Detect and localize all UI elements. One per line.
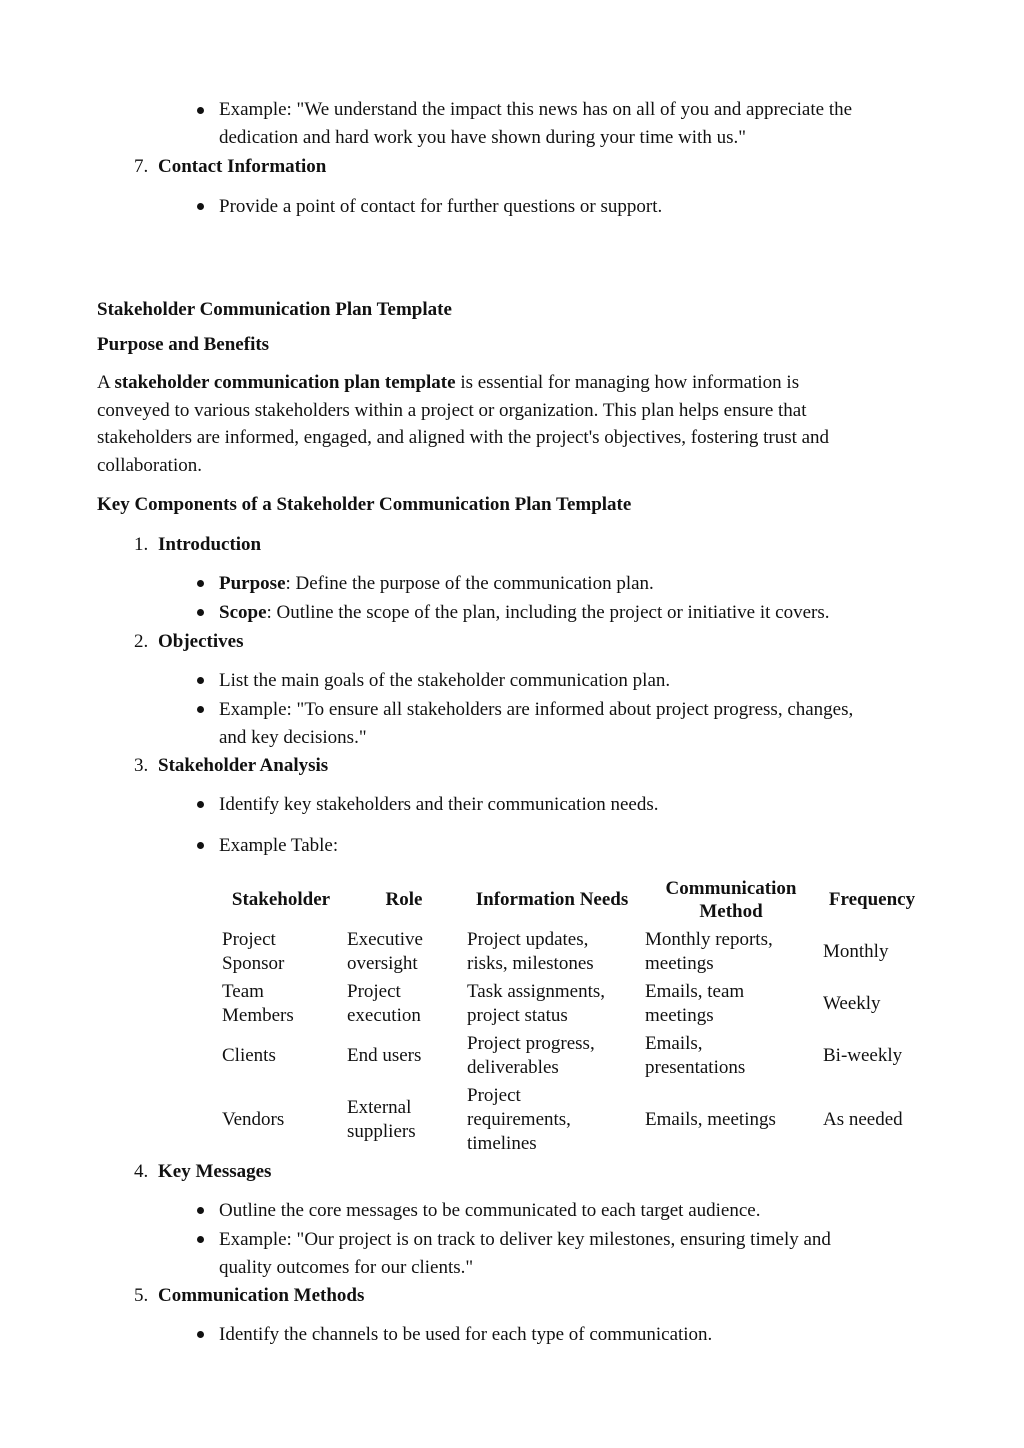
key-messages-bullet-1: Outline the core messages to be communicated to each target audience. <box>219 1200 761 1221</box>
intro-line-3: stakeholders are informed, engaged, and aligned with the project's objectives, fostering trust and <box>97 427 830 448</box>
purpose-benefits-heading: Purpose and Benefits <box>97 334 270 355</box>
intro-line-1: A stakeholder communication plan template is essential for managing how information is <box>97 372 800 393</box>
objectives-bullet-2-line-1: Example: "To ensure all stakeholders are informed about project progress, changes, <box>219 699 854 720</box>
table-cell-frequency: Bi-weekly <box>823 1045 903 1066</box>
list-number-7: 7. <box>134 156 149 177</box>
contact-information-heading: Contact Information <box>158 156 327 177</box>
list-number-3: 3. <box>134 755 149 776</box>
analysis-bullet-2: Example Table: <box>219 835 339 856</box>
analysis-bullet-1: Identify key stakeholders and their communication needs. <box>219 794 659 815</box>
intro-bold-term: stakeholder communication plan template <box>114 372 456 393</box>
table-cell-info: Project updates, risks, milestones <box>467 929 594 974</box>
table-cell-stakeholder: Vendors <box>222 1109 285 1130</box>
example-line-2: dedication and hard work you have shown during your time with us." <box>219 127 746 148</box>
objectives-bullet-1: List the main goals of the stakeholder communication plan. <box>219 670 671 691</box>
bullet-dot <box>197 842 204 849</box>
table-cell-role: External suppliers <box>347 1097 416 1142</box>
table-cell-role: Project execution <box>347 981 421 1026</box>
intro-line-2: conveyed to various stakeholders within a project or organization. This plan helps ensure that <box>97 400 807 421</box>
list-number-2: 2. <box>134 631 149 652</box>
table-header-information-needs: Information Needs <box>475 889 629 910</box>
objectives-heading: Objectives <box>158 631 244 652</box>
bullet-dot <box>197 609 204 616</box>
table-cell-frequency: Monthly <box>823 941 889 962</box>
stakeholder-analysis-heading: Stakeholder Analysis <box>158 755 329 776</box>
bullet-dot <box>197 706 204 713</box>
table-header-stakeholder: Stakeholder <box>231 889 331 910</box>
table-cell-method: Emails, presentations <box>645 1033 746 1078</box>
table-cell-method: Monthly reports, meetings <box>645 929 773 974</box>
table-cell-role: Executive oversight <box>347 929 423 974</box>
table-cell-frequency: Weekly <box>823 993 881 1014</box>
table-cell-frequency: As needed <box>823 1109 903 1130</box>
key-messages-bullet-2-line-1: Example: "Our project is on track to deliver key milestones, ensuring timely and <box>219 1229 831 1250</box>
bullet-dot <box>197 107 204 114</box>
table-cell-role: End users <box>347 1045 422 1066</box>
communication-methods-bullet-1: Identify the channels to be used for each type of communication. <box>219 1324 713 1345</box>
table-cell-method: Emails, meetings <box>645 1109 776 1130</box>
table-cell-method: Emails, team meetings <box>645 981 745 1026</box>
table-cell-stakeholder: Project Sponsor <box>222 929 285 974</box>
list-number-1: 1. <box>134 534 149 555</box>
list-number-4: 4. <box>134 1161 149 1182</box>
table-cell-info: Project progress, deliverables <box>467 1033 595 1078</box>
table-header-role: Role <box>385 889 423 910</box>
bullet-dot <box>197 580 204 587</box>
key-components-heading: Key Components of a Stakeholder Communication Plan Template <box>97 494 632 515</box>
bullet-dot <box>197 677 204 684</box>
scope-bullet: Scope: Outline the scope of the plan, including the project or initiative it covers. <box>219 602 830 623</box>
introduction-heading: Introduction <box>158 534 262 555</box>
intro-line-4: collaboration. <box>97 455 202 476</box>
table-header-communication-method: Communication Method <box>665 878 797 922</box>
table-cell-info: Task assignments, project status <box>467 981 605 1026</box>
table-cell-info: Project requirements, timelines <box>467 1085 571 1154</box>
example-line-1: Example: "We understand the impact this news has on all of you and appreciate the <box>219 99 853 120</box>
bullet-dot <box>197 1331 204 1338</box>
bullet-dot <box>197 801 204 808</box>
list-number-5: 5. <box>134 1285 149 1306</box>
table-cell-stakeholder: Clients <box>222 1045 276 1066</box>
bullet-dot <box>197 203 204 210</box>
bullet-dot <box>197 1207 204 1214</box>
objectives-bullet-2-line-2: and key decisions." <box>219 727 367 748</box>
communication-methods-heading: Communication Methods <box>158 1285 365 1306</box>
table-cell-stakeholder: Team Members <box>222 981 294 1026</box>
bullet-dot <box>197 1236 204 1243</box>
purpose-bullet: Purpose: Define the purpose of the communication plan. <box>219 573 654 594</box>
key-messages-bullet-2-line-2: quality outcomes for our clients." <box>219 1257 474 1278</box>
contact-bullet: Provide a point of contact for further questions or support. <box>219 196 663 217</box>
section-title: Stakeholder Communication Plan Template <box>97 299 452 320</box>
key-messages-heading: Key Messages <box>158 1161 272 1182</box>
table-header-frequency: Frequency <box>828 889 916 910</box>
